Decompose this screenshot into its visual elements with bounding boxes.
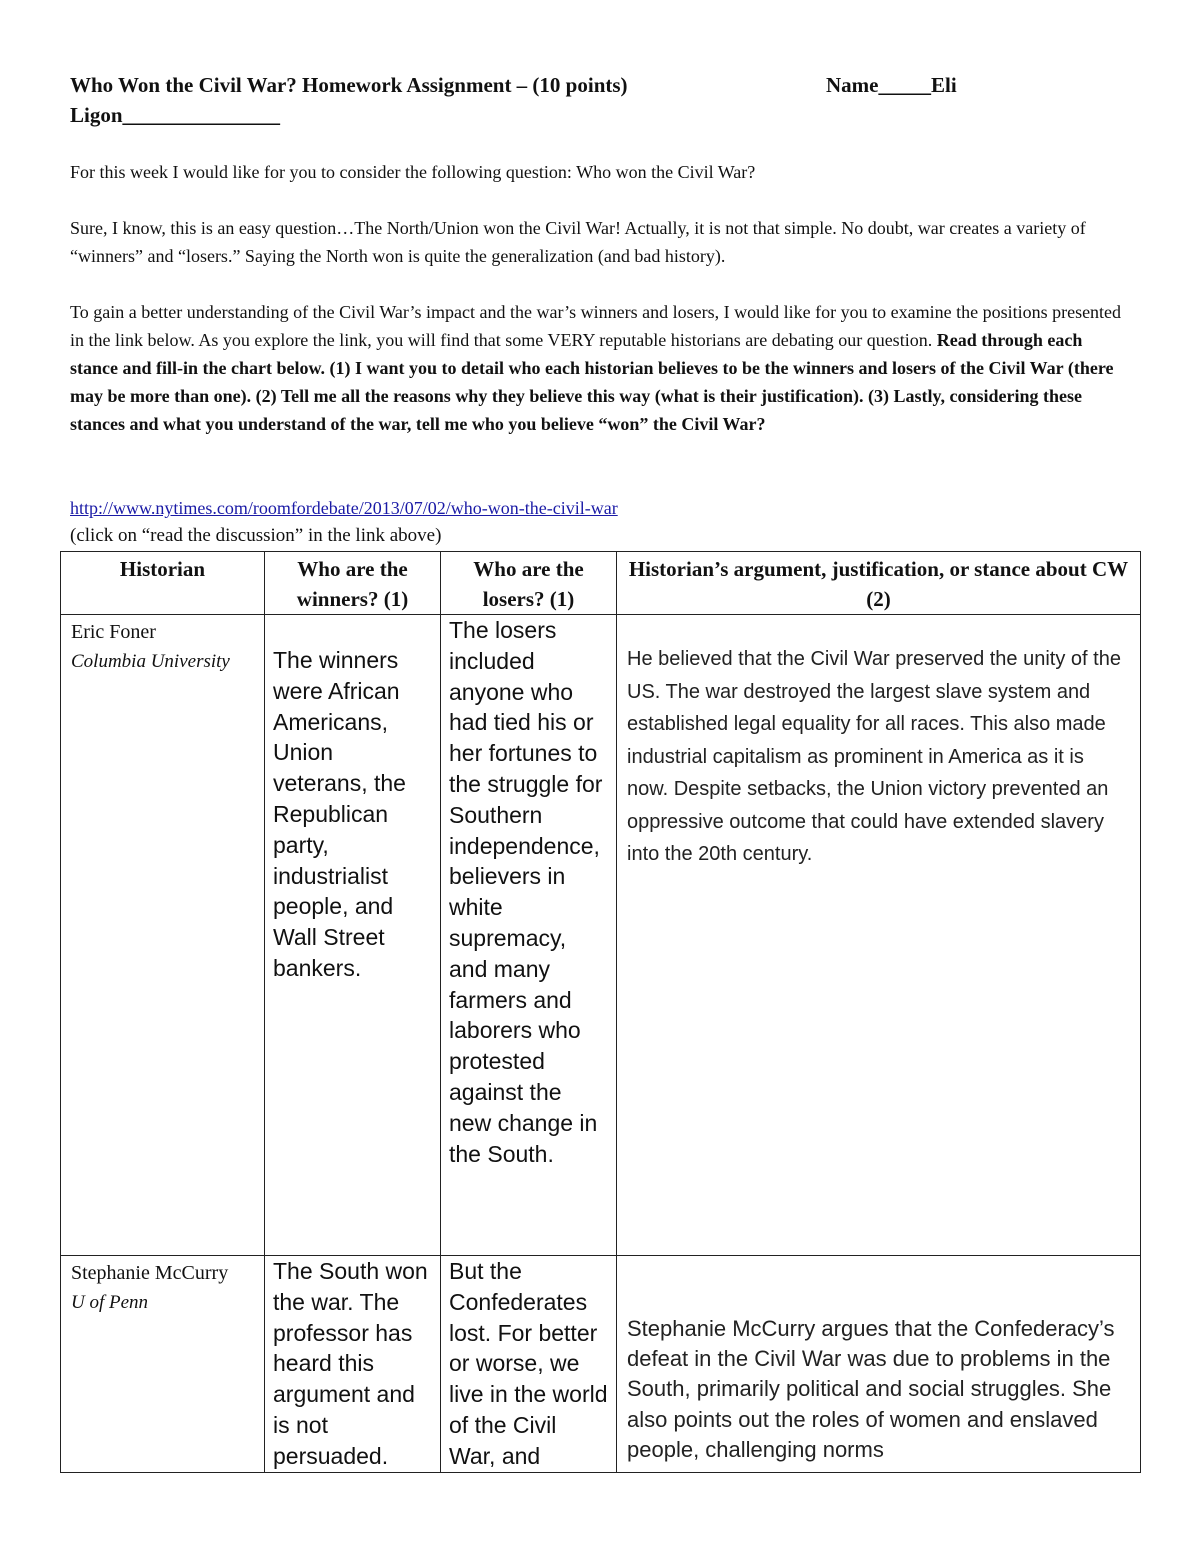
instructions-bold-text: Read through each stance and fill-in the chart below. (1) I want you to detail who each historian believes to be the winners and losers of the Civil War (there may be more than one). (2) Tell me all the reasons why they believe this way (what is their justification). (3) Lastly, considering these stances and what you understand of the war, tell me who you believe “won” the Civil War? xyxy=(70,330,1114,434)
student-name-continuation: Ligon_______________ xyxy=(70,103,281,127)
historian-name: Eric Foner xyxy=(71,621,156,643)
intro-paragraph-1: For this week I would like for you to consider the following question: Who won the Civil War? xyxy=(70,162,756,182)
winners-text: The South won the war. The professor has heard this argument and is not persuaded. xyxy=(273,1258,428,1469)
losers-cell[interactable] xyxy=(441,1256,617,1473)
header-historian: Historian xyxy=(61,552,265,615)
header-argument: Historian’s argument, justification, or stance about CW (2) xyxy=(617,552,1141,615)
losers-cell[interactable] xyxy=(441,615,617,1256)
winners-text: The winners were African Americans, Union veterans, the Republican party, industrialist people, and Wall Street bankers. xyxy=(273,647,406,981)
winners-cell[interactable] xyxy=(265,1256,441,1473)
losers-text: But the Confederates lost. For better or worse, we live in the world of the Civil War, and xyxy=(449,1258,608,1469)
table-header-row xyxy=(61,552,1141,615)
historian-name: Stephanie McCurry xyxy=(71,1262,229,1284)
discussion-link[interactable]: http://www.nytimes.com/roomfordebate/2013/07/02/who-won-the-civil-war xyxy=(70,498,618,518)
assignment-title: Who Won the Civil War? Homework Assignment – (10 points) xyxy=(70,73,628,97)
historian-cell xyxy=(61,615,265,1256)
losers-text: The losers included anyone who had tied his or her fortunes to the struggle for Southern independence, believers in white supremacy, and many farmers and laborers who protested against the new change in the South. xyxy=(449,617,603,1167)
historian-institution: Columbia University xyxy=(71,651,230,672)
intro-paragraph-2: Sure, I know, this is an easy question…The North/Union won the Civil War! Actually, it is not that simple. No doubt, war creates a variety of “winners” and “losers.” Saying the North won is quite the generalization (and bad history). xyxy=(70,218,1086,266)
intro-paragraph-3 xyxy=(70,298,1130,438)
argument-cell[interactable] xyxy=(617,615,1141,1256)
winners-cell[interactable] xyxy=(265,615,441,1256)
instructions-text: To gain a better understanding of the Civil War’s impact and the war’s winners and losers, I would like for you to examine the positions presented in the link below. As you explore the link, you will find that some VERY reputable historians are debating our question. xyxy=(70,302,1122,350)
header-losers: Who are the losers? (1) xyxy=(441,552,617,615)
student-name-field: Name_____Eli xyxy=(826,73,957,97)
historian-institution: U of Penn xyxy=(71,1292,149,1313)
historian-chart xyxy=(60,551,1141,1473)
link-instruction-note: (click on “read the discussion” in the link above) xyxy=(70,525,442,546)
table-row xyxy=(61,1256,1141,1473)
argument-text: Stephanie McCurry argues that the Confederacy’s defeat in the Civil War was due to problems in the South, primarily political and social struggles. She also points out the roles of women and enslaved people, challenging norms xyxy=(627,1316,1115,1462)
historian-cell xyxy=(61,1256,265,1473)
argument-cell[interactable] xyxy=(617,1256,1141,1473)
argument-text: He believed that the Civil War preserved the unity of the US. The war destroyed the largest slave system and established legal equality for all races. This also made industrial capitalism as prominent in America as it is now. Despite setbacks, the Union victory prevented an oppressive outcome that could have extended slavery into the 20th century. xyxy=(627,648,1121,865)
header-winners: Who are the winners? (1) xyxy=(265,552,441,615)
table-row xyxy=(61,615,1141,1256)
